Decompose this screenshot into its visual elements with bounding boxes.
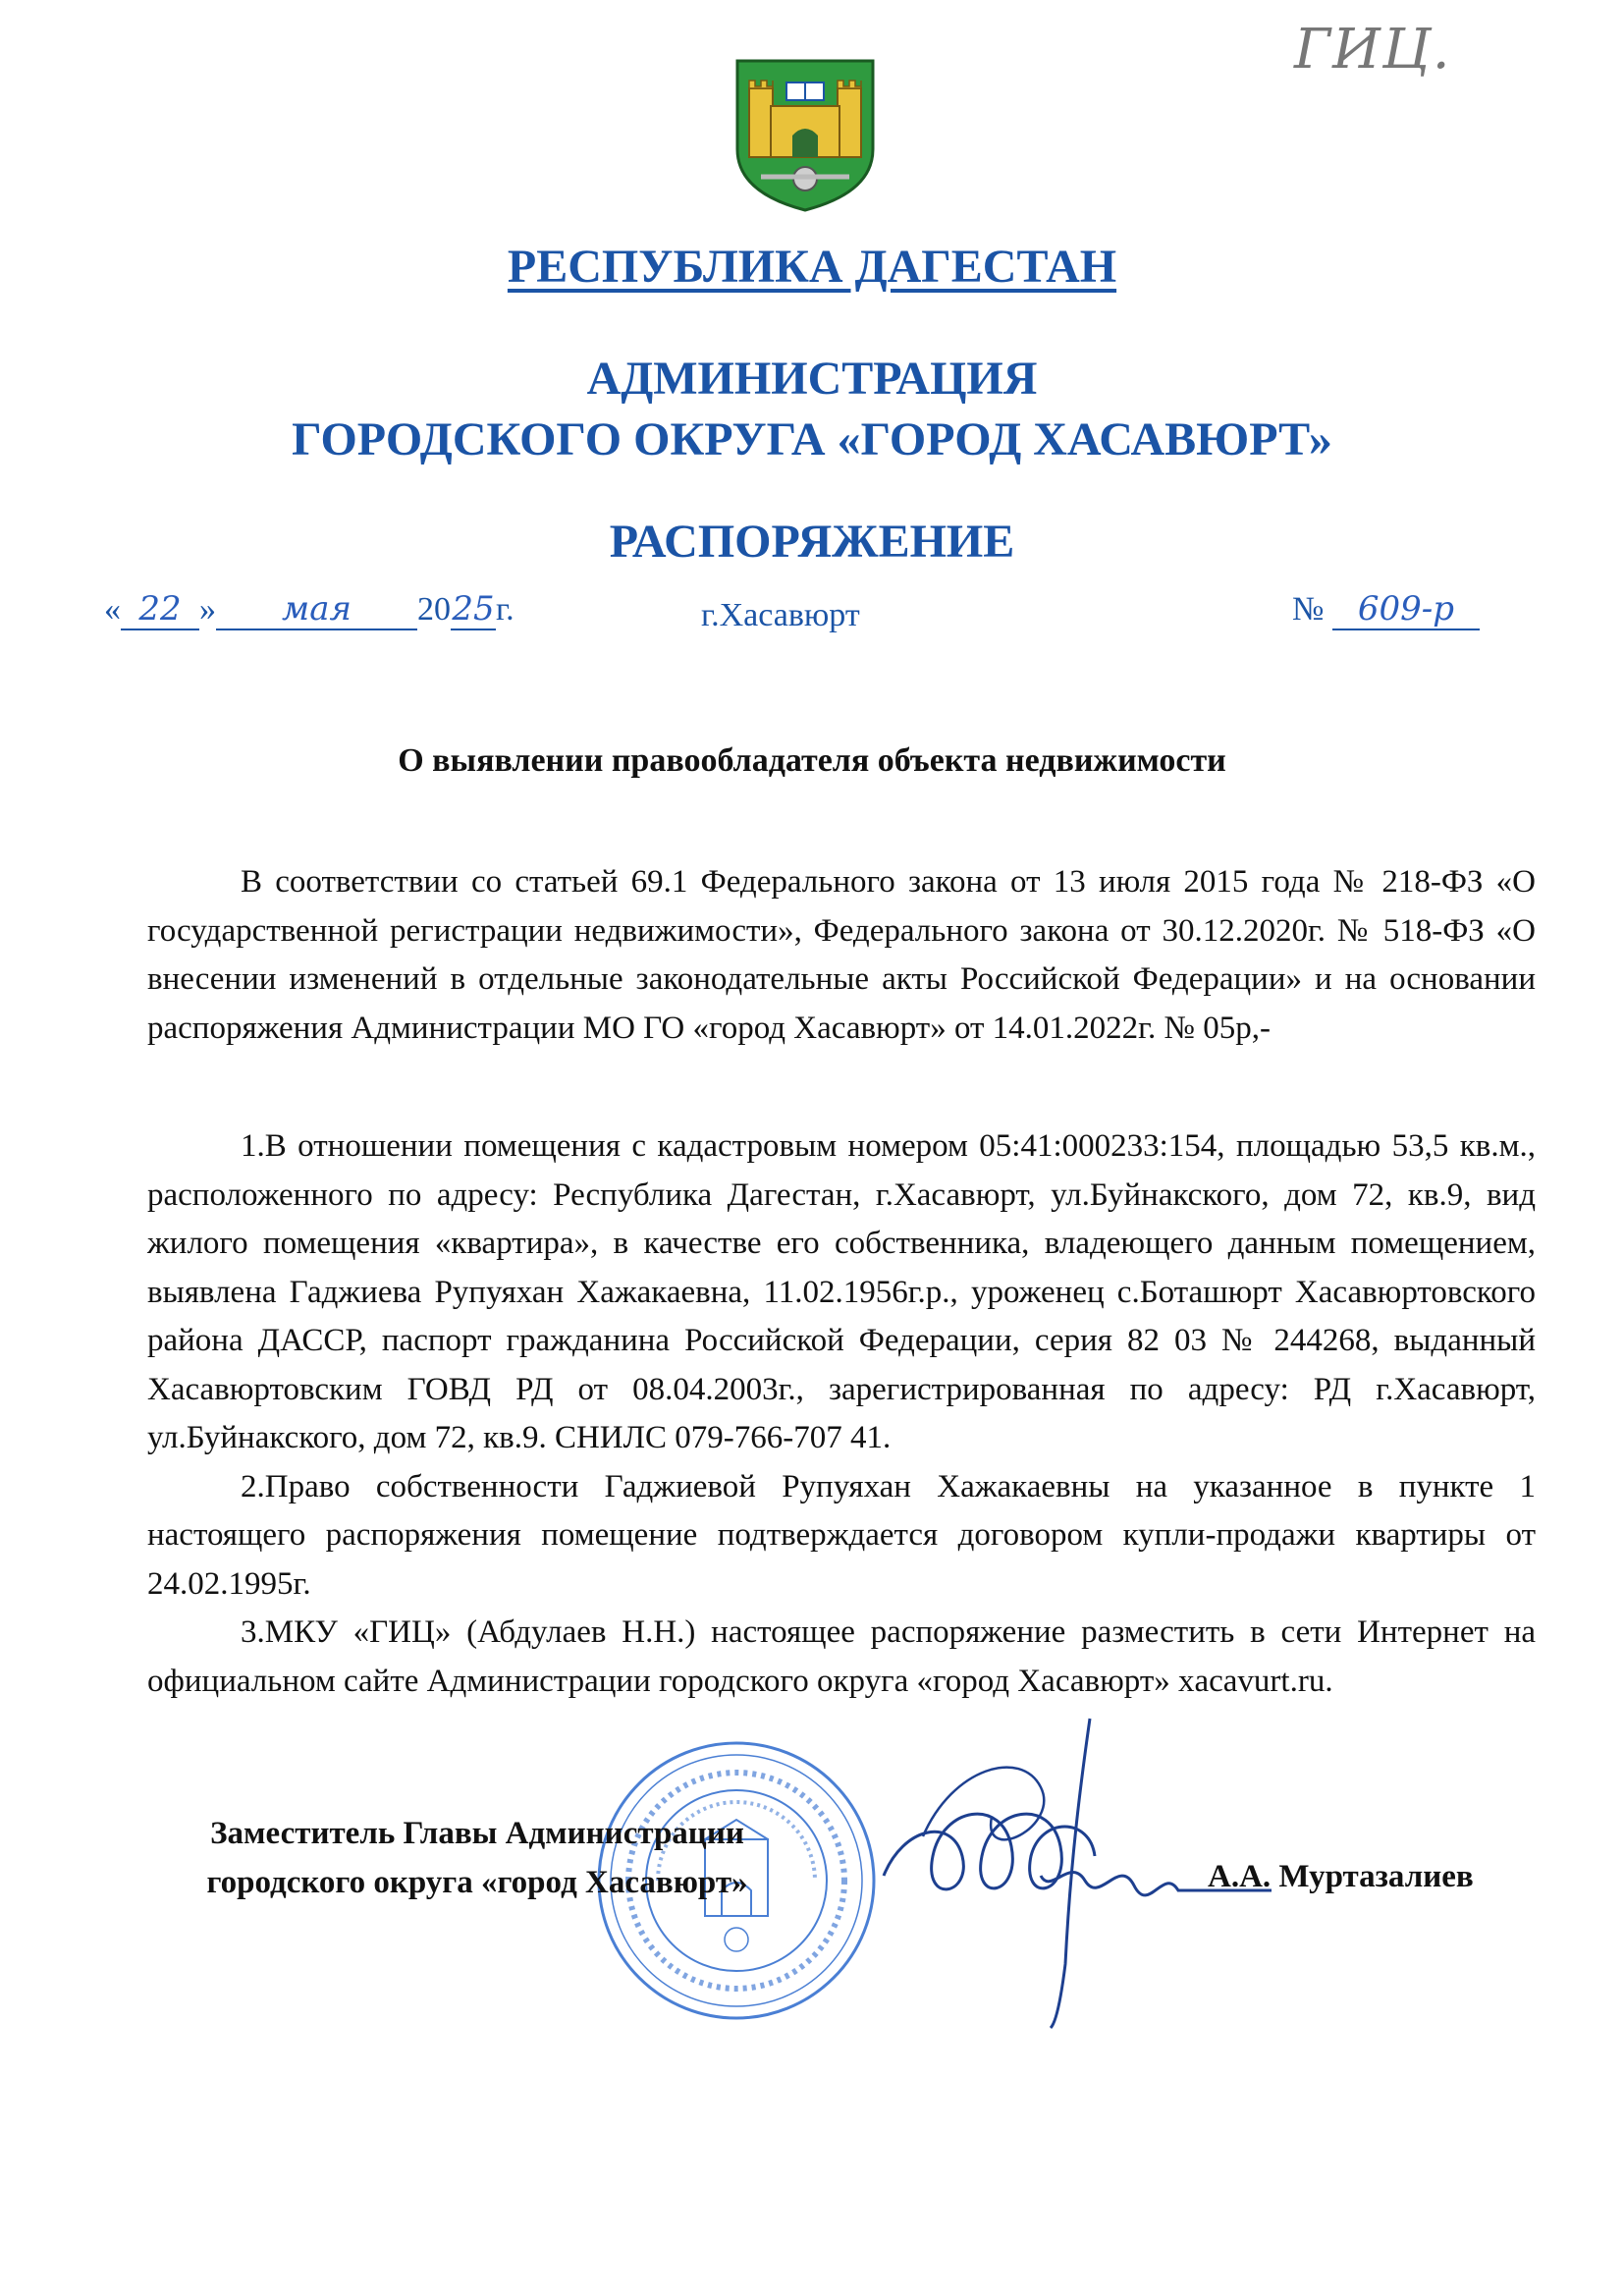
document-subject: О выявлении правообладателя объекта недвижимости [398,742,1226,779]
decision-items-block [147,1122,1536,1706]
date-open-quote: « [104,591,121,628]
document-type-heading: РАСПОРЯЖЕНИЕ [609,516,1015,568]
signatory-title-line2: городского округа «город Хасавюрт» [206,1865,748,1900]
republic-heading: РЕСПУБЛИКА ДАГЕСТАН [507,241,1117,293]
date-day: 22 [121,589,199,630]
signatory-title-line1: Заместитель Главы Администрации [210,1816,744,1851]
signatory-title [143,1809,811,1907]
signatory-name: А.А. Муртазалиев [1208,1859,1474,1894]
date-year-end: г. [496,591,514,628]
decision-item-2: 2.Право собственности Гаджиевой Рупуяхан Хажакаевны на указанное в пункте 1 настоящего распоряжения помещение подтверждается договором купли-продажи квартиры от 24.02.1995г. [147,1468,1536,1602]
administration-heading-line2: ГОРОДСКОГО ОКРУГА «ГОРОД ХАСАВЮРТ» [292,413,1332,465]
intro-paragraph-block [147,858,1536,1053]
decision-item-1: 1.В отношении помещения с кадастровым номером 05:41:000233:154, площадью 53,5 кв.м., расположенного по адресу: Республика Дагестан, г.Хасавюрт, ул.Буйнакского, дом 72, кв.9, вид жилого помещения «квартира», в качестве его собственника, владеющего данным помещением, выявлена Гаджиева Рупуяхан Хажакаевна, 11.02.1956г.р., уроженец с.Боташюрт Хасавюртовского района ДАССР, паспорт гражданина Российской Федерации, серия 82 03 № 244268, выданный Хасавюртовским ГОВД РД от 08.04.2003г., зарегистрированная по адресу: РД г.Хасавюрт, ул.Буйнакского, дом 72, кв.9. СНИЛС 079-766-707 41. [147,1128,1536,1455]
date-year-prefix: 20 [417,591,451,628]
date-month: мая [216,589,417,630]
city-label: г.Хасавюрт [701,597,860,633]
administration-heading-line1: АДМИНИСТРАЦИЯ [586,353,1038,405]
document-number-field [1292,589,1480,630]
date-field [104,589,514,630]
corner-handwritten-mark: ГИЦ. [1294,18,1452,82]
date-close-quote: » [199,591,216,628]
decision-item-3: 3.МКУ «ГИЦ» (Абдулаев Н.Н.) настоящее распоряжение разместить в сети Интернет на официальном сайте Администрации городского округа «город Хасавюрт» xacavurt.ru. [147,1614,1536,1699]
document-number: 609-р [1332,589,1480,630]
number-label: № [1292,591,1325,628]
coat-of-arms-icon [731,55,879,214]
date-year-suffix: 25 [452,589,495,629]
intro-paragraph: В соответствии со статьей 69.1 Федерального закона от 13 июля 2015 года № 218-ФЗ «О государственной регистрации недвижимости», Федерального закона от 30.12.2020г. № 518-ФЗ «О внесении изменений в отдельные законодательные акты Российской Федерации» и на основании распоряжения Администрации МО ГО «город Хасавюрт» от 14.01.2022г. № 05р,- [147,864,1536,1046]
